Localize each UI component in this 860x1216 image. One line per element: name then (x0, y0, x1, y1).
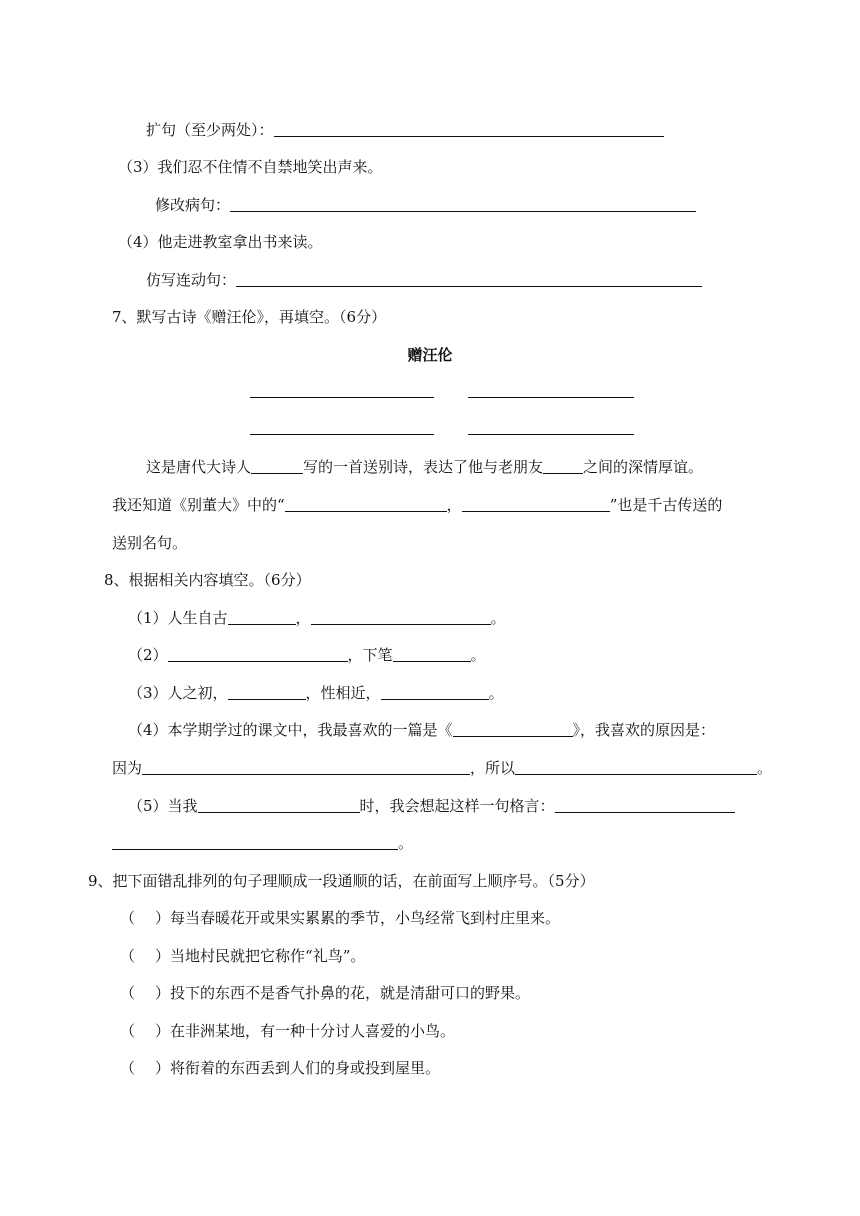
q8-item-5-line-2 (112, 833, 413, 853)
q9-item (120, 1058, 440, 1078)
text: （ (120, 909, 136, 927)
reason-because-blank[interactable] (142, 759, 470, 775)
q8-item-4-line-1 (128, 720, 715, 740)
q8-item-2-blank-1[interactable] (168, 646, 348, 662)
q9-item (120, 1021, 455, 1041)
text: （ (120, 984, 136, 1002)
item-3-sentence: （3）我们忍不住情不自禁地笑出声来。 (118, 158, 383, 176)
text: （3）人之初， (128, 684, 228, 702)
imitate-sentence-line (146, 270, 702, 290)
text: 。 (470, 646, 486, 664)
text: （ (120, 1059, 136, 1077)
text: （5）当我 (128, 797, 198, 815)
imitate-sentence-blank[interactable] (236, 271, 702, 287)
poem-blank-3[interactable] (250, 434, 434, 435)
motto-blank-2[interactable] (112, 834, 398, 850)
poem-blank-2[interactable] (468, 397, 634, 398)
text: （1）人生自古 (128, 609, 228, 627)
text: ） (155, 947, 171, 965)
farewell-blank-1[interactable] (285, 496, 447, 512)
text: 时，我会想起这样一句格言： (359, 797, 555, 815)
q7-paragraph-line-2 (112, 495, 722, 515)
text: （ (120, 1022, 136, 1040)
text: 写的一首送别诗，表达了他与老朋友 (303, 458, 544, 476)
text: ） (155, 984, 171, 1002)
q8-item-2-blank-2[interactable] (393, 646, 471, 662)
sentence: 每当春暖花开或果实累累的季节，小鸟经常飞到村庄里来。 (170, 909, 561, 927)
text: ） (155, 1059, 171, 1077)
farewell-blank-2[interactable] (462, 496, 610, 512)
motto-blank-1[interactable] (555, 797, 735, 813)
q9-item (120, 983, 530, 1003)
q8-item-4-line-2 (112, 758, 772, 778)
item-4-sentence: （4）他走进教室拿出书来读。 (118, 233, 323, 251)
fix-sentence-line (155, 195, 696, 215)
text: 。 (398, 834, 414, 852)
text: （ (120, 947, 136, 965)
q9-item (120, 908, 560, 928)
expand-sentence-label: 扩句（至少两处）： (146, 121, 274, 139)
sentence: 将衔着的东西丢到人们的身或投到屋里。 (170, 1059, 441, 1077)
sentence: 当地村民就把它称作“礼鸟”。 (170, 947, 366, 965)
fix-sentence-label: 修改病句： (155, 196, 231, 214)
q8-item-3-blank-2[interactable] (381, 684, 489, 700)
text: 。 (757, 759, 773, 777)
reason-so-blank[interactable] (515, 759, 757, 775)
expand-sentence-blank[interactable] (274, 121, 664, 137)
q9-heading: 9、把下面错乱排列的句子理顺成一段通顺的话，在前面写上顺序号。（5分） (88, 872, 595, 890)
text: ，所以 (470, 759, 516, 777)
q8-item-3 (128, 683, 504, 703)
text: ） (155, 909, 171, 927)
text: ， (446, 496, 462, 514)
poet-blank[interactable] (251, 458, 303, 474)
sentence: 投下的东西不是香气扑鼻的花，就是清甜可口的野果。 (170, 984, 531, 1002)
text: ， (295, 609, 311, 627)
sentence: 在非洲某地，有一种十分讨人喜爱的小鸟。 (170, 1022, 456, 1040)
friend-blank[interactable] (543, 458, 583, 474)
text: （4）本学期学过的课文中，我最喜欢的一篇是《 (128, 721, 453, 739)
poem-title: 赠汪伦 (407, 346, 453, 364)
poem-blank-1[interactable] (250, 397, 434, 398)
q9-item (120, 946, 365, 966)
q8-item-3-blank-1[interactable] (228, 684, 306, 700)
q8-item-1-blank-2[interactable] (311, 609, 491, 625)
text: 。 (488, 684, 504, 702)
imitate-sentence-label: 仿写连动句： (146, 271, 237, 289)
when-blank[interactable] (198, 797, 360, 813)
poem-blank-4[interactable] (468, 434, 634, 435)
q7-paragraph-line-3: 送别名句。 (112, 534, 188, 552)
fix-sentence-blank[interactable] (230, 196, 696, 212)
q8-item-1-blank-1[interactable] (228, 609, 296, 625)
text: 因为 (112, 759, 143, 777)
text: 之间的深情厚谊。 (583, 458, 704, 476)
q7-heading: 7、默写古诗《赠汪伦》，再填空。（6分） (112, 308, 387, 326)
text: ，性相近， (305, 684, 381, 702)
text: （2） (128, 646, 168, 664)
q8-heading: 8、根据相关内容填空。（6分） (104, 571, 311, 589)
text: ） (155, 1022, 171, 1040)
q8-item-5-line-1 (128, 796, 735, 816)
q7-paragraph-line-1 (146, 457, 703, 477)
q8-item-1 (128, 608, 506, 628)
q8-item-2 (128, 645, 486, 665)
text: 我还知道《别董大》中的“ (112, 496, 285, 514)
favorite-lesson-blank[interactable] (453, 721, 573, 737)
text: ”也是千古传送的 (609, 496, 723, 514)
text: 这是唐代大诗人 (146, 458, 252, 476)
text: 》，我喜欢的原因是： (572, 721, 716, 739)
expand-sentence-line (146, 120, 664, 140)
text: ，下笔 (347, 646, 393, 664)
text: 。 (490, 609, 506, 627)
